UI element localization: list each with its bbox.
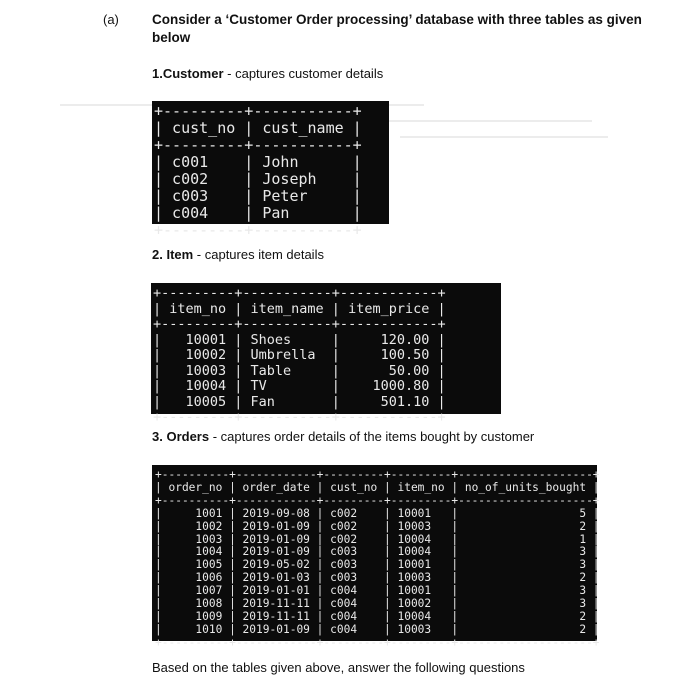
orders-table-text: +----------+------------+---------+---------+--------------------+ | order_no | order_date | cust_no | item_no | no_of_units_bought | +----------+------------+---------+---------+--------------------+ | 1001 | 2019-09-08 | c002 | 10001 | 5 | | 1002 | 2019-01-09 | c002 | 10003 | 2 | | 1003 | 2019-01-09 | c002 | 10004 | 1 | | 1004 | 2019-01-09 | c003 | 10004 | 3 | | 1005 | 2019-05-02 | c003 | 10001 | 3 | | 1006 | 2019-01-03 | c003 | 10003 | 2 | | 1007 | 2019-01-01 | c004 | 10001 | 3 | | 1008 | 2019-11-11 | c004 | 10002 | 3 | | 1009 | 2019-11-11 | c004 | 10004 | 2 | | 1010 | 2019-01-09 | c004 | 10003 | 2 | +----------+------------+---------+---------+--------------------+ bbox=[155, 468, 600, 649]
section-customer bbox=[152, 66, 383, 81]
customer-table bbox=[152, 101, 389, 239]
section-description: - captures order details of the items bought by customer bbox=[209, 429, 535, 444]
section-description: - captures customer details bbox=[223, 66, 384, 81]
question-heading: Consider a ‘Customer Order processing’ database with three tables as given below bbox=[152, 12, 642, 45]
customer-table-text: +---------+-----------+ | cust_no | cust_name | +---------+-----------+ | c001 | John | | c002 | Joseph | | c003 | Peter | | c004 | Pan | +---------+-----------+ bbox=[154, 102, 362, 239]
question-label: (a) bbox=[103, 12, 119, 27]
section-orders bbox=[152, 429, 534, 444]
section-title: 1.Customer bbox=[152, 66, 224, 81]
item-table bbox=[151, 283, 501, 425]
instructions-footer: Based on the tables given above, answer the following questions bbox=[152, 660, 525, 675]
section-description: - captures item details bbox=[193, 247, 324, 262]
orders-table bbox=[152, 465, 600, 649]
section-title: 2. Item bbox=[152, 247, 194, 262]
item-table-text: +---------+-----------+------------+ | item_no | item_name | item_price | +---------+-----------+------------+ | 10001 | Shoes | 120.00 | | 10002 | Umbrella | 100.50 | | 10003 | Table | 50.00 | | 10004 | TV | 1000.80 | | 10005 | Fan | 501.10 | +---------+-----------+------------+ bbox=[153, 285, 446, 425]
section-title: 3. Orders bbox=[152, 429, 210, 444]
section-item bbox=[152, 247, 324, 262]
